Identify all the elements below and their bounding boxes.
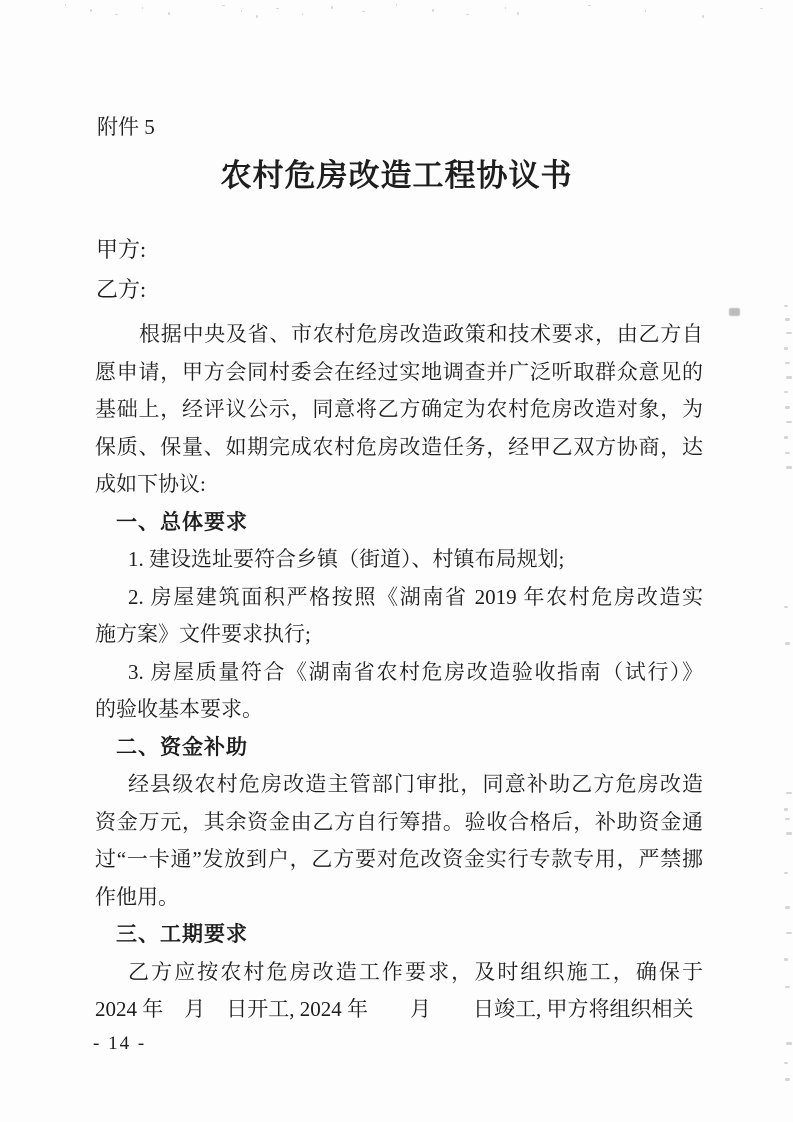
section3-line2: 2024 年 月 日开工, 2024 年 月 日竣工, 甲方将组织相关 — [95, 997, 694, 1021]
section-heading-schedule-requirements: 三、工期要求 — [116, 923, 248, 946]
section2-line1: 经县级农村危房改造主管部门审批，同意补助乙方危房改造 — [128, 772, 703, 796]
section1-item3-line1: 3. 房屋质量符合《湖南省农村危房改造验收指南（试行）》 — [128, 659, 703, 684]
intro-line-3: 基础上，经评议公示，同意将乙方确定为农村危房改造对象，为 — [95, 397, 703, 421]
document-title: 农村危房改造工程协议书 — [220, 158, 573, 193]
intro-line-2: 愿申请，甲方会同村委会在经过实地调查并广泛听取群众意见的 — [95, 359, 703, 384]
section-heading-general-requirements: 一、总体要求 — [116, 510, 248, 534]
intro-line-4: 保质、保量、如期完成农村危房改造任务，经甲乙双方协商，达 — [95, 434, 703, 459]
section2-line3: 过“一卡通”发放到户，乙方要对危改资金实行专款专用，严禁挪 — [95, 847, 703, 871]
section-heading-funding-subsidy: 二、资金补助 — [116, 735, 248, 759]
section2-line4: 作他用。 — [95, 884, 179, 909]
section1-item2-line2: 施方案》文件要求执行; — [95, 622, 311, 646]
section1-item3-line2: 的验收基本要求。 — [95, 697, 263, 721]
section1-item1: 1. 建设选址要符合乡镇（街道）、村镇布局规划; — [128, 547, 565, 571]
scan-smudge — [729, 308, 740, 316]
page-number: - 14 - — [93, 1033, 147, 1054]
section1-item2-line1: 2. 房屋建筑面积严格按照《湖南省 2019 年农村危房改造实 — [128, 584, 703, 609]
section2-line2: 资金万元，其余资金由乙方自行筹措。验收合格后，补助资金通 — [95, 809, 703, 834]
attachment-label: 附件 5 — [97, 115, 155, 139]
section3-line1: 乙方应按农村危房改造工作要求，及时组织施工，确保于 — [128, 959, 703, 984]
intro-line-5: 成如下协议: — [95, 472, 206, 496]
party-b-label: 乙方: — [96, 277, 147, 302]
document-body — [95, 316, 703, 1029]
party-a-label: 甲方: — [96, 237, 147, 262]
intro-line-1: 根据中央及省、市农村危房改造政策和技术要求，由乙方自 — [139, 322, 703, 346]
